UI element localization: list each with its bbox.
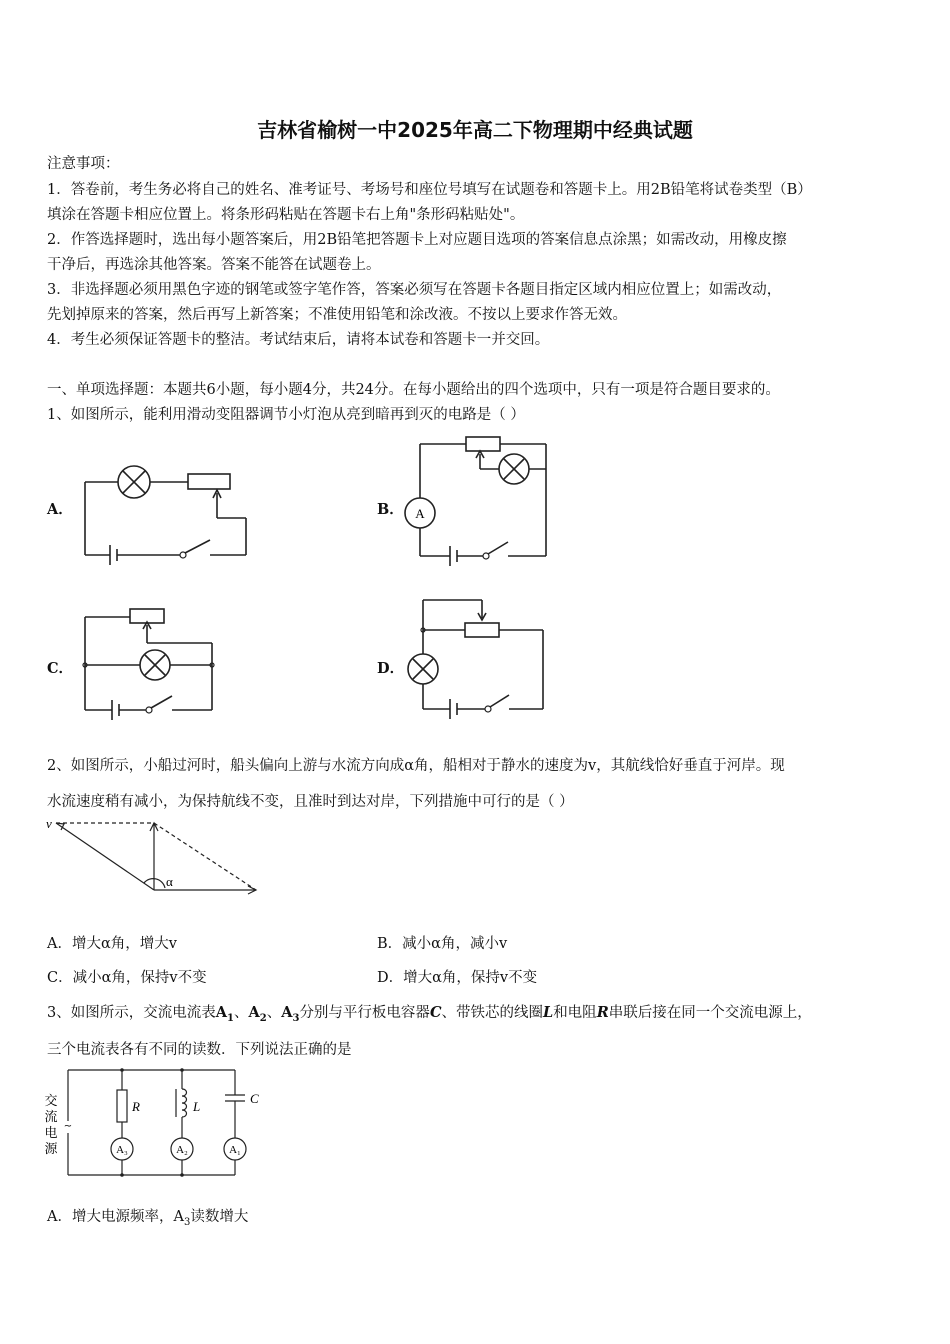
rheostat-icon [465,623,499,637]
notice-line: 2．作答选择题时，选出每小题答案后，用2B铅笔把答题卡上对应题目选项的答案信息点涂黑；如需改动，用橡皮擦 [47,232,787,248]
q3-option-a-sub: 3 [183,1216,191,1228]
q2-option-d: D．增大α角，保持v不变 [377,970,538,986]
q2-velocity-diagram [44,815,269,900]
q2-stem-line1: 2、如图所示，小船过河时，船头偏向上游与水流方向成α角，船相对于静水的速度为v，其航线恰好垂直于河岸。现 [47,758,785,774]
q3-sym-c: C [429,1004,442,1021]
ammeter-label: A [415,506,425,521]
source-char: 流 [44,1110,58,1125]
q3-sub-2: 2 [259,1012,267,1024]
ammeter-a2-label: A₂ [176,1144,188,1156]
resistor-icon [117,1090,127,1122]
q3-sym-a2: A [248,1004,260,1021]
source-char: 源 [44,1142,58,1157]
q1-stem: 1、如图所示，能利用滑动变阻器调节小灯泡从亮到暗再到灭的电路是（ ） [47,407,525,423]
q1-circuit-d [405,596,555,721]
notice-line: 填涂在答题卡相应位置上。将条形码粘贴在答题卡右上角"条形码粘贴处"。 [47,207,525,223]
q1-circuit-a [80,460,270,565]
ammeter-a3-label: A₃ [116,1144,128,1156]
notice-line: 3．非选择题必须用黑色字迹的钢笔或签字笔作答，答案必须写在答题卡各题目指定区域内相应位置上；如需改动， [47,282,782,298]
q2-option-b: B．减小α角，减小v [377,936,508,952]
q1-circuit-c [80,605,220,720]
q1-label-b: B． [377,501,404,518]
section-heading: 一、单项选择题：本题共6小题，每小题4分，共24分。在每小题给出的四个选项中，只有一项是符合题目要求的。 [47,382,780,398]
page-title: 吉林省榆树一中2025年高二下物理期中经典试题 [257,118,693,142]
q3-stem-e: 串联后接在同一个交流电源上， [608,1005,812,1021]
velocity-vector [56,823,154,890]
q3-stem-line2: 三个电流表各有不同的读数．下列说法正确的是 [47,1042,352,1058]
q3-stem-d: 和电阻 [553,1005,597,1021]
alpha-label: α [166,874,173,889]
q1-label-a: A． [47,501,73,518]
q2-option-c: C．减小α角，保持v不变 [47,970,207,986]
inductor-label: L [193,1099,201,1114]
notice-heading: 注意事项： [47,156,120,172]
q3-option-a [47,1205,248,1228]
q3-sep-1: 、 [233,1005,249,1021]
q1-label-d: D． [377,660,405,677]
rheostat-icon [466,437,500,451]
q3-sub-1: 1 [227,1012,234,1024]
q1-circuit-b [400,436,560,566]
q3-sym-a3: A [281,1004,293,1021]
q3-sep-2: 、 [266,1005,282,1021]
q3-option-a-tail: 读数增大 [190,1209,249,1225]
notice-line: 先划掉原来的答案，然后再写上新答案；不准使用铅笔和涂改液。不按以上要求作答无效。 [47,307,627,323]
q3-stem-line1 [47,1001,812,1024]
q3-stem-b: 分别与平行板电容器 [299,1005,430,1021]
notice-line: 4．考生必须保证答题卡的整洁。考试结束后，请将本试卷和答题卡一并交回。 [47,332,550,348]
q3-ac-circuit [40,1065,280,1180]
q3-sub-3: 3 [292,1012,300,1024]
q3-stem-c: 、带铁芯的线圈 [441,1005,543,1021]
ammeter-a1-label: A₁ [229,1144,241,1156]
q3-sym-r: R [596,1004,609,1021]
velocity-label: v [46,816,52,831]
q1-label-c: C． [47,660,74,677]
q2-stem-line2: 水流速度稍有减小，为保持航线不变，且准时到达对岸，下列措施中可行的是（ ） [47,794,574,810]
ac-symbol: ~ [63,1121,73,1132]
q3-option-a-text: A．增大电源频率，A [47,1209,184,1225]
resistor-label: R [132,1099,140,1114]
q3-sym-a1: A [215,1004,227,1021]
notice-line: 1．答卷前，考生务必将自己的姓名、准考证号、考场号和座位号填写在试题卷和答题卡上。用2B铅笔将试卷类型（B） [47,182,812,198]
capacitor-label: C [250,1091,259,1106]
inductor-icon [182,1089,187,1117]
source-char: 交 [44,1094,58,1109]
q3-sym-l: L [542,1004,554,1021]
q3-stem-a: 3、如图所示，交流电流表 [47,1005,216,1021]
notice-line: 干净后，再选涂其他答案。答案不能答在试题卷上。 [47,257,381,273]
rheostat-icon [188,474,230,489]
q2-option-a: A．增大α角，增大v [47,936,177,952]
source-char: 电 [44,1126,58,1141]
